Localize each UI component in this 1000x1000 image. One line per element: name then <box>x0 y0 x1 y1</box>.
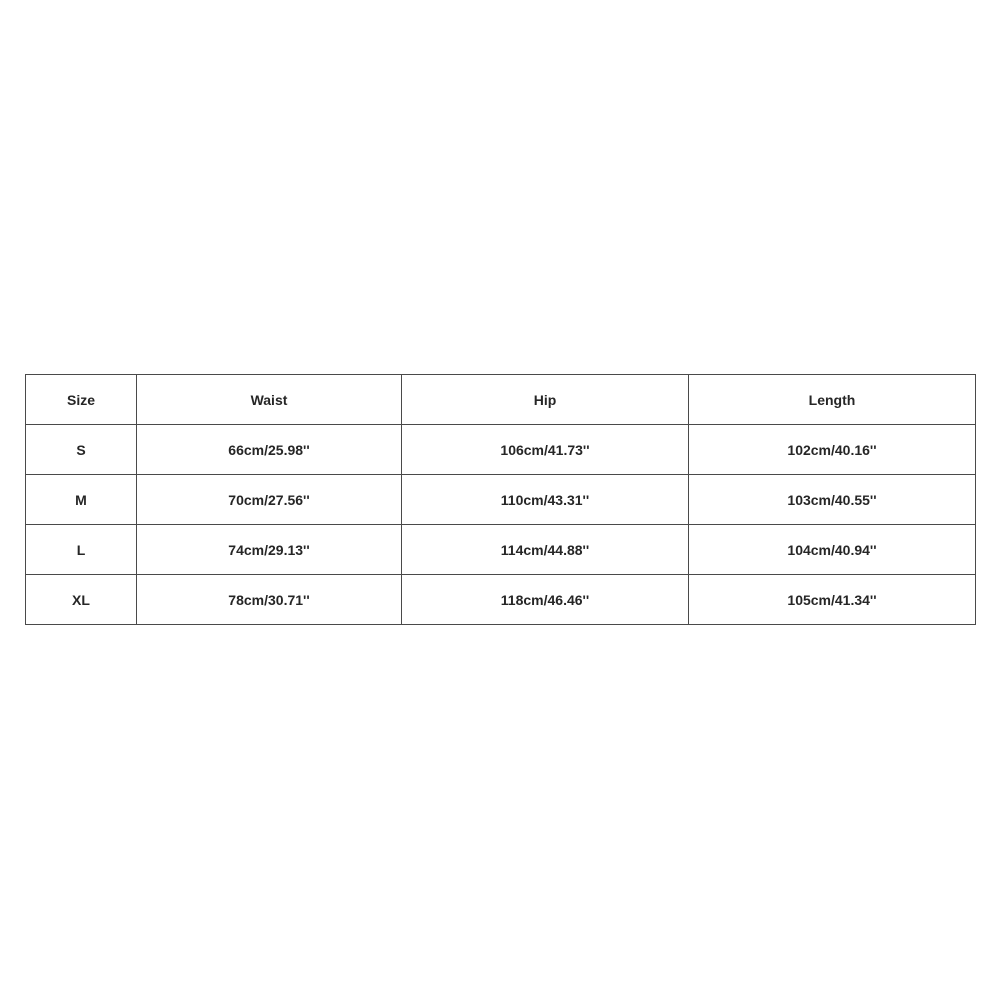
cell-waist: 70cm/27.56'' <box>137 475 402 525</box>
table-row <box>26 425 976 475</box>
header-length: Length <box>689 375 976 425</box>
cell-length: 102cm/40.16'' <box>689 425 976 475</box>
cell-size: S <box>26 425 137 475</box>
cell-size: L <box>26 525 137 575</box>
size-chart-table <box>25 374 976 625</box>
cell-size: M <box>26 475 137 525</box>
cell-length: 105cm/41.34'' <box>689 575 976 625</box>
table-row <box>26 575 976 625</box>
cell-hip: 110cm/43.31'' <box>402 475 689 525</box>
table-row <box>26 475 976 525</box>
cell-hip: 118cm/46.46'' <box>402 575 689 625</box>
cell-size: XL <box>26 575 137 625</box>
cell-length: 104cm/40.94'' <box>689 525 976 575</box>
header-row <box>26 375 976 425</box>
header-hip: Hip <box>402 375 689 425</box>
cell-waist: 74cm/29.13'' <box>137 525 402 575</box>
header-size: Size <box>26 375 137 425</box>
header-waist: Waist <box>137 375 402 425</box>
table-row <box>26 525 976 575</box>
cell-waist: 78cm/30.71'' <box>137 575 402 625</box>
cell-waist: 66cm/25.98'' <box>137 425 402 475</box>
cell-length: 103cm/40.55'' <box>689 475 976 525</box>
cell-hip: 106cm/41.73'' <box>402 425 689 475</box>
cell-hip: 114cm/44.88'' <box>402 525 689 575</box>
